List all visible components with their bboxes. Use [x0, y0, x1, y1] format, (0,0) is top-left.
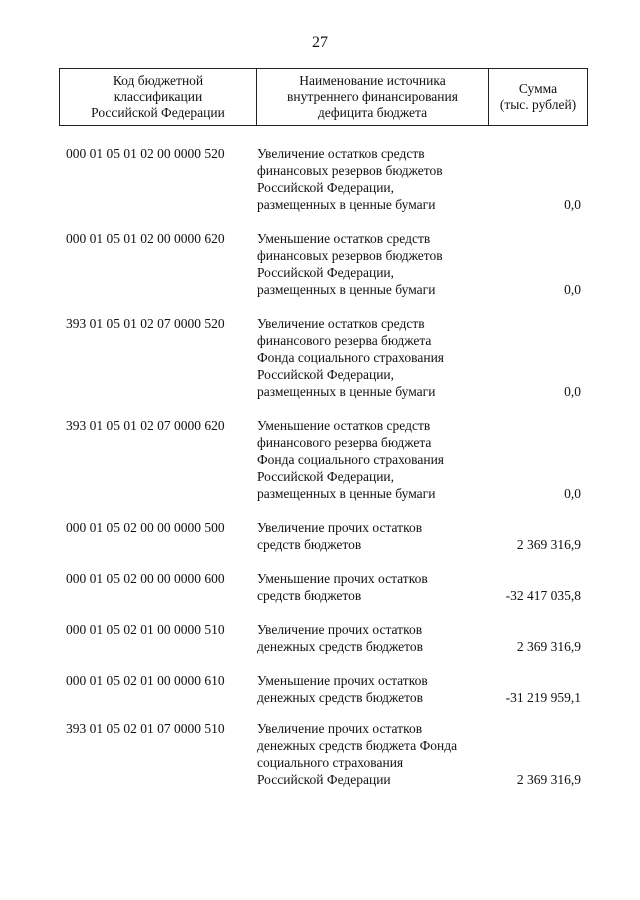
row-name: Уменьшение прочих остатков денежных средств бюджетов	[257, 673, 428, 705]
table-row	[0, 519, 640, 553]
table-row	[0, 570, 640, 604]
row-amount: 2 369 316,9	[516, 639, 581, 654]
row-amount: 0,0	[564, 197, 581, 212]
row-name: Уменьшение остатков средств финансовых резервов бюджетов Российской Федерации, размещенных в ценные бумаги	[257, 231, 443, 297]
row-code: 000 01 05 02 01 00 0000 510	[66, 622, 225, 637]
row-code: 393 01 05 01 02 07 0000 620	[66, 418, 225, 433]
row-code: 393 01 05 02 01 07 0000 510	[66, 721, 225, 736]
row-amount: -32 417 035,8	[505, 588, 581, 603]
row-name: Уменьшение остатков средств финансового резерва бюджета Фонда социального страхования Российской Федерации, размещенных в ценные бумаги	[257, 418, 445, 501]
header-amount-text: Сумма (тыс. рублей)	[499, 81, 577, 112]
row-code: 000 01 05 02 00 00 0000 600	[66, 571, 225, 586]
table-row	[0, 145, 640, 213]
table-row	[0, 621, 640, 655]
table-row	[0, 672, 640, 706]
row-name: Уменьшение прочих остатков средств бюджетов	[257, 571, 428, 603]
header-code	[60, 69, 257, 125]
row-code: 393 01 05 01 02 07 0000 520	[66, 316, 225, 331]
header-amount	[489, 69, 587, 125]
page-number: 27	[312, 34, 328, 51]
row-code: 000 01 05 01 02 00 0000 520	[66, 146, 225, 161]
row-name: Увеличение прочих остатков денежных средств бюджетов	[257, 622, 424, 654]
table-row	[0, 230, 640, 298]
header-code-text: Код бюджетной классификации Российской Федерации	[91, 73, 225, 120]
row-amount: 0,0	[564, 384, 581, 399]
table-header	[59, 68, 588, 126]
table-body	[0, 145, 640, 788]
table-row	[0, 417, 640, 502]
row-code: 000 01 05 02 00 00 0000 500	[66, 520, 225, 535]
row-amount: 0,0	[564, 282, 581, 297]
row-code: 000 01 05 01 02 00 0000 620	[66, 231, 225, 246]
header-name-text: Наименование источника внутреннего финансирования дефицита бюджета	[287, 73, 458, 120]
header-name	[257, 69, 489, 125]
row-name: Увеличение остатков средств финансовых резервов бюджетов Российской Федерации, размещенных в ценные бумаги	[257, 146, 443, 212]
row-amount: 2 369 316,9	[516, 537, 581, 552]
row-code: 000 01 05 02 01 00 0000 610	[66, 673, 225, 688]
table-row	[0, 720, 640, 788]
row-amount: 0,0	[564, 486, 581, 501]
row-name: Увеличение прочих остатков денежных средств бюджета Фонда социального страхования Российской Федерации	[257, 721, 458, 787]
row-amount: -31 219 959,1	[505, 690, 581, 705]
table-row	[0, 315, 640, 400]
row-name: Увеличение остатков средств финансового резерва бюджета Фонда социального страхования Российской Федерации, размещенных в ценные бумаги	[257, 316, 445, 399]
row-name: Увеличение прочих остатков средств бюджетов	[257, 520, 423, 552]
row-amount: 2 369 316,9	[516, 772, 581, 787]
